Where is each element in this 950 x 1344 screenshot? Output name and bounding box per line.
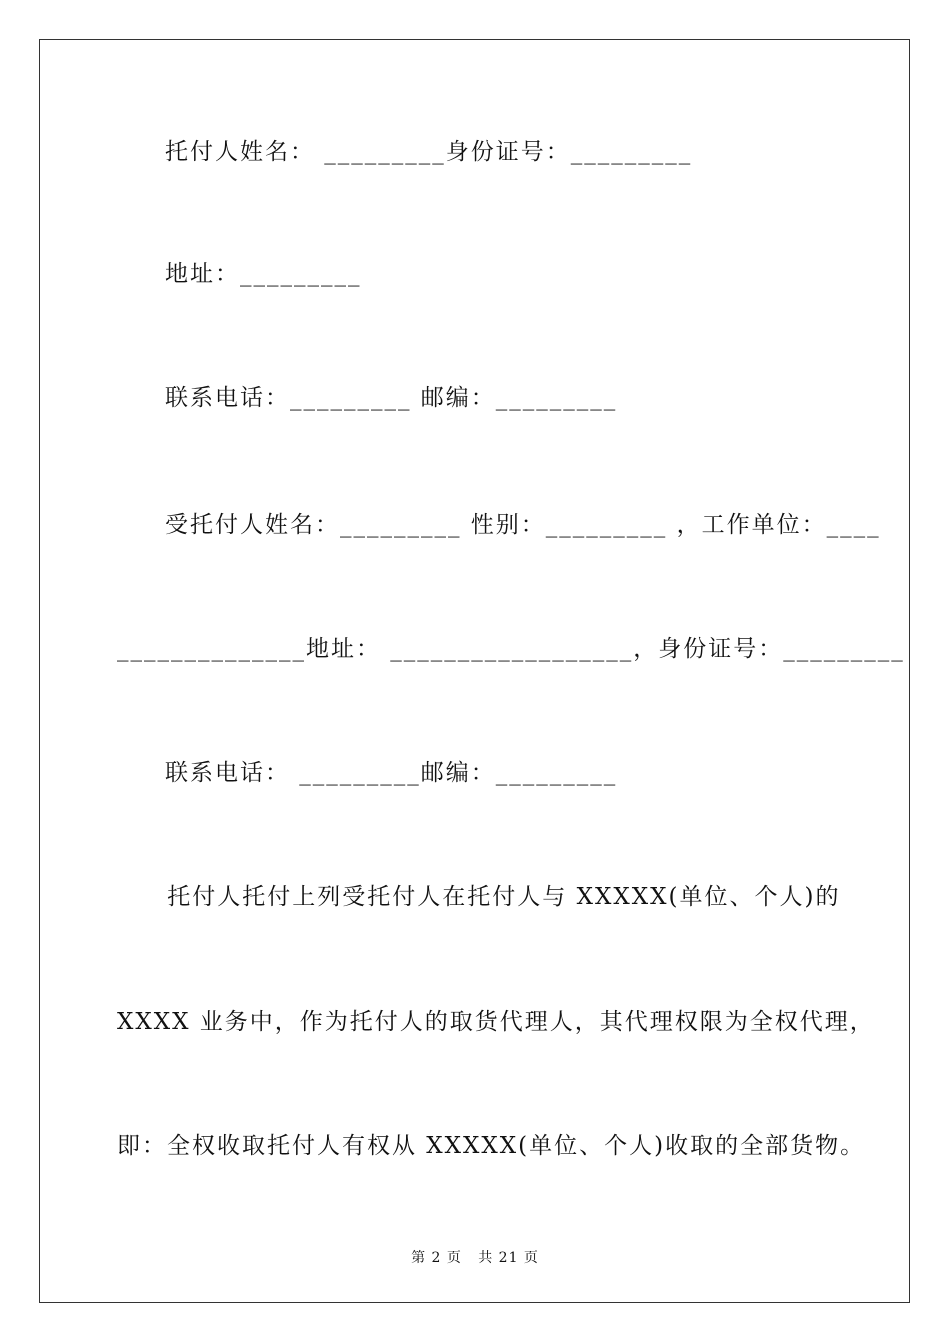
principal-address-line: 地址：_________: [165, 261, 362, 287]
agent-phone-postcode-line: 联系电话： _________邮编：_________: [165, 760, 618, 786]
authorization-paragraph-line-1: 托付人托付上列受托付人在托付人与 XXXXX(单位、个人)的: [158, 884, 841, 910]
agent-name-gender-employer-line: 受托付人姓名：_________ 性别：_________ ，工作单位：____: [165, 512, 881, 538]
page-number-footer: 第 2 页 共 21 页: [411, 1250, 539, 1266]
authorization-paragraph-line-3: 即：全权收取托付人有权从 XXXXX(单位、个人)收取的全部货物。: [117, 1133, 866, 1159]
agent-address-id-line: ______________地址： __________________，身份证号：_________: [117, 636, 905, 662]
authorization-paragraph-line-2: XXXX 业务中，作为托付人的取货代理人，其代理权限为全权代理，: [117, 1009, 875, 1035]
principal-name-id-line: 托付人姓名： _________身份证号：_________: [165, 139, 693, 165]
principal-phone-postcode-line: 联系电话：_________ 邮编：_________: [165, 385, 618, 411]
page-frame: [39, 39, 910, 1303]
